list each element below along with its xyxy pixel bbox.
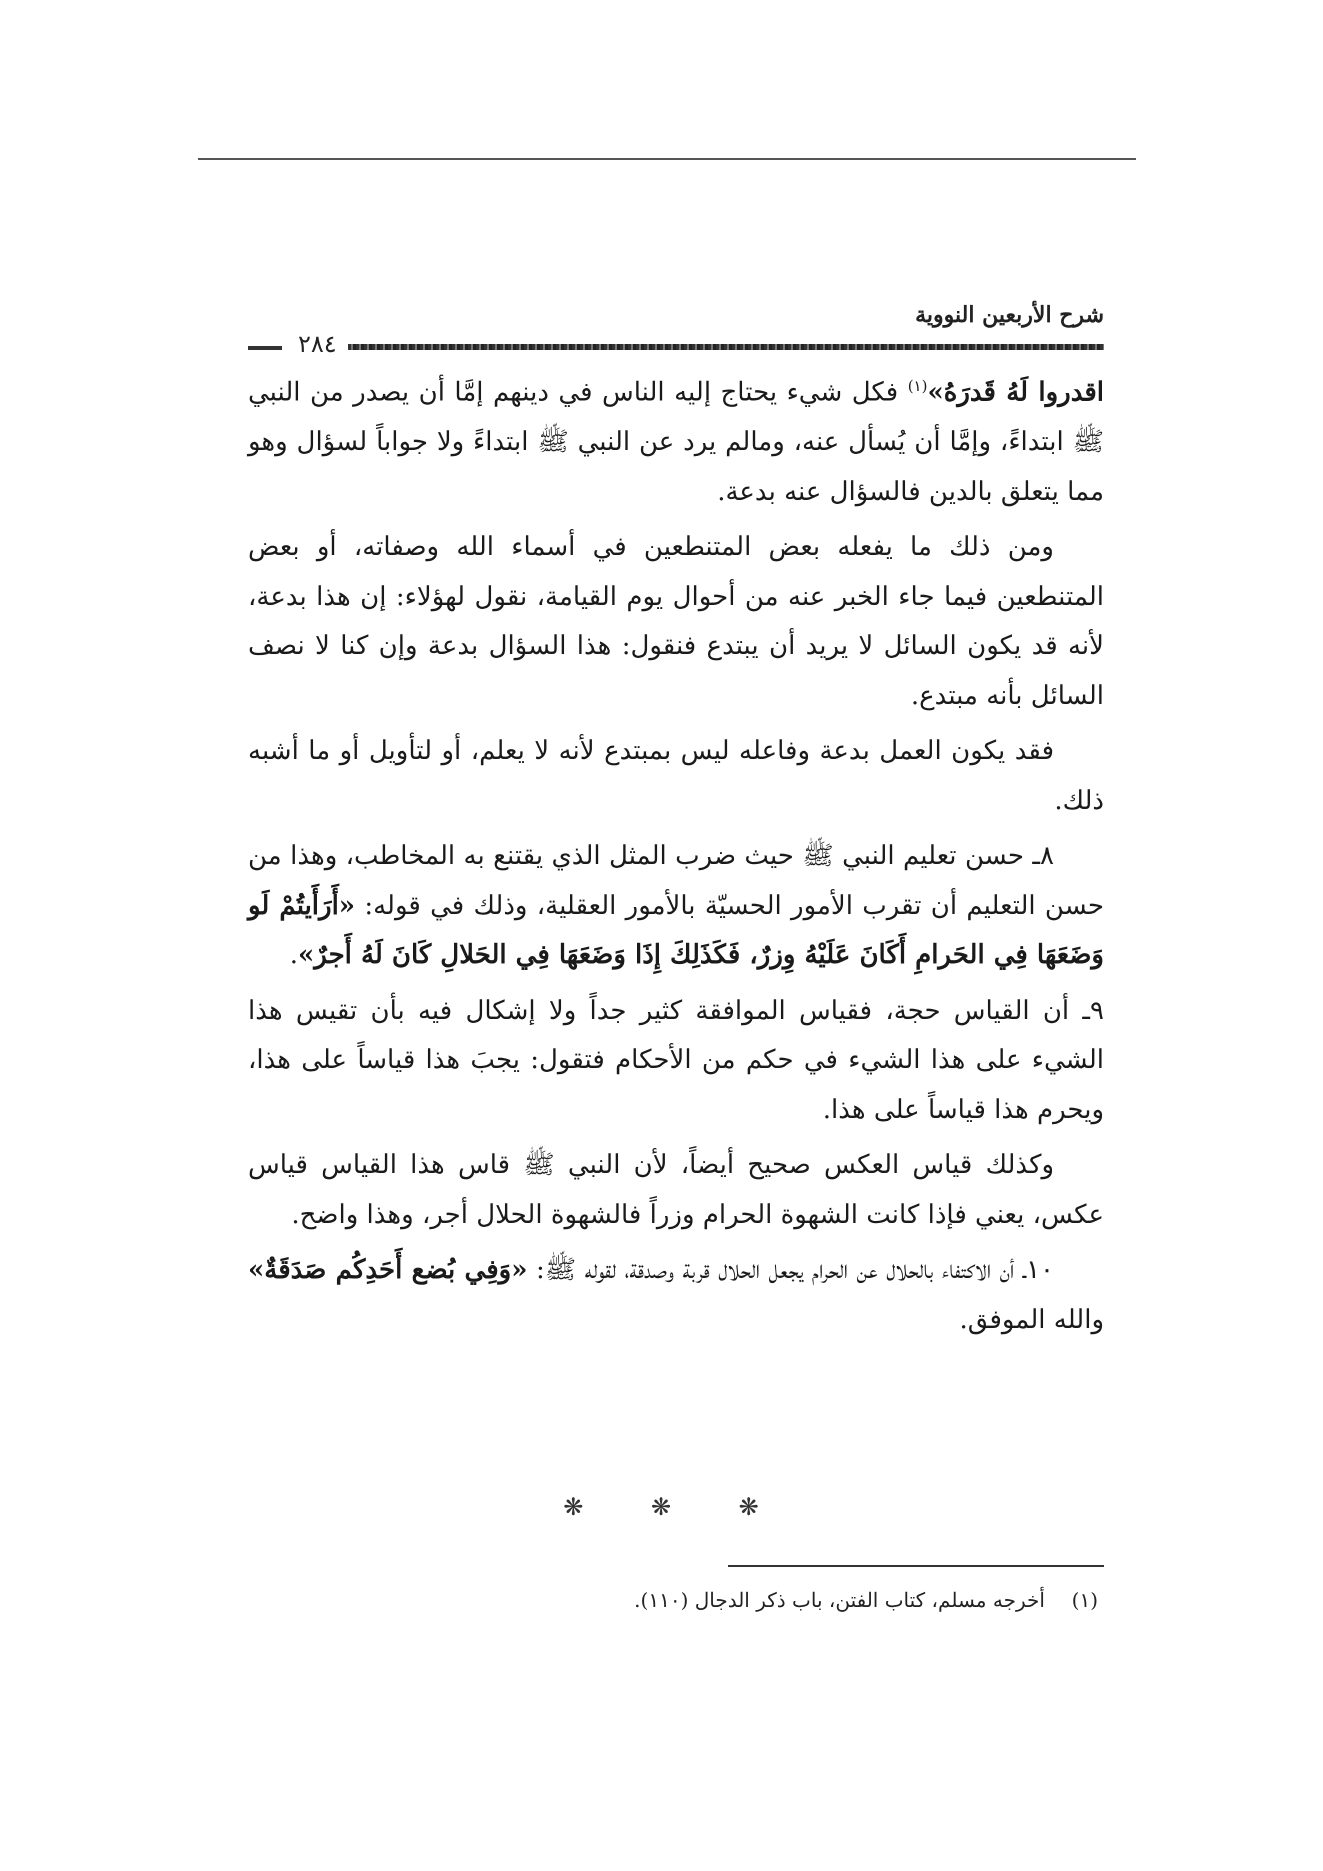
- header-rule-end: [248, 346, 282, 350]
- running-title: شرح الأربعين النووية: [915, 302, 1104, 328]
- footnote-text: أخرجه مسلم، كتاب الفتن، باب ذكر الدجال (١١٠).: [634, 1588, 1045, 1612]
- main-text: [248, 362, 1104, 1351]
- paragraph: ٩ـ أن القياس حجة، فقياس الموافقة كثير جداً ولا إشكال فيه بأن تقيس هذا الشيء على هذا الشيء في حكم من الأحكام فتقول: يجبَ هذا قياساً على هذا، ويحرم هذا قياساً على هذا.: [248, 995, 1104, 1125]
- footnote-ref: (١): [907, 377, 928, 395]
- paragraph-text: ١٠ـ أن الاكتفاء بالحلال عن الحرام يجعل الحلال قربة وصدقة، لقوله ﷺ:: [527, 1255, 1054, 1286]
- paragraph: [248, 362, 1104, 517]
- page-number: ٢٨٤: [298, 330, 337, 358]
- paragraph: [248, 1246, 1104, 1345]
- top-rule: [198, 158, 1136, 160]
- paragraph-text: ٨ـ حسن تعليم النبي ﷺ حيث ضرب المثل الذي يقتنع به المخاطب، وهذا من حسن التعليم أن تقرب الأمور الحسيّة بالأمور العقلية، وذلك في قوله:: [248, 841, 1104, 921]
- hadith-quote: «وَفِي بُضع أَحَدِكُم صَدَقَةٌ»: [248, 1255, 528, 1286]
- page-header: [248, 300, 1104, 358]
- paragraph: ومن ذلك ما يفعله بعض المتنطعين في أسماء الله وصفاته، أو بعض المتنطعين فيما جاء الخبر عنه من أحوال يوم القيامة، نقول لهؤلاء: إن هذا بدعة، لأنه قد يكون السائل لا يريد أن يبتدع فنقول: هذا السؤال بدعة وإن كنا لا نصف السائل بأنه مبتدع.: [248, 532, 1104, 711]
- section-separator: ❋ ❋ ❋: [563, 1493, 789, 1521]
- footnote: [248, 1588, 1098, 1612]
- paragraph: فقد يكون العمل بدعة وفاعله ليس بمبتدع لأنه لا يعلم، أو لتأويل أو ما أشبه ذلك.: [248, 736, 1104, 816]
- hadith-quote: اقدروا لَهُ قَدرَهُ»: [927, 377, 1104, 408]
- footnote-rule: [728, 1565, 1104, 1567]
- paragraph-text: فكل شيء يحتاج إليه الناس في دينهم إمَّا أن يصدر من النبي ﷺ ابتداءً، وإمَّا أن يُسأل عنه، ومالم يرد عن النبي ﷺ ابتداءً ولا جواباً لسؤال وهو مما يتعلق بالدين فالسؤال عنه بدعة.: [248, 377, 1104, 507]
- paragraph: وكذلك قياس العكس صحيح أيضاً، لأن النبي ﷺ قاس هذا القياس قياس عكس، يعني فإذا كانت الشهوة الحرام وزراً فالشهوة الحلال أجر، وهذا واضح.: [248, 1150, 1104, 1230]
- hadith-quote: «أَرَأَيتُمْ لَو وَضَعَهَا فِي الحَرامِ أَكَانَ عَلَيْهُ وِزرٌ، فَكَذَلِكَ إِذَا وَضَعَهَا فِي الحَلالِ كَانَ لَهُ أَجرٌ»: [248, 890, 1104, 971]
- paragraph: [248, 832, 1104, 981]
- paragraph-text: والله الموفق.: [959, 1304, 1104, 1335]
- footnote-marker: (١): [1071, 1588, 1098, 1612]
- paragraph-text: .: [289, 940, 298, 971]
- header-rule: [348, 344, 1104, 350]
